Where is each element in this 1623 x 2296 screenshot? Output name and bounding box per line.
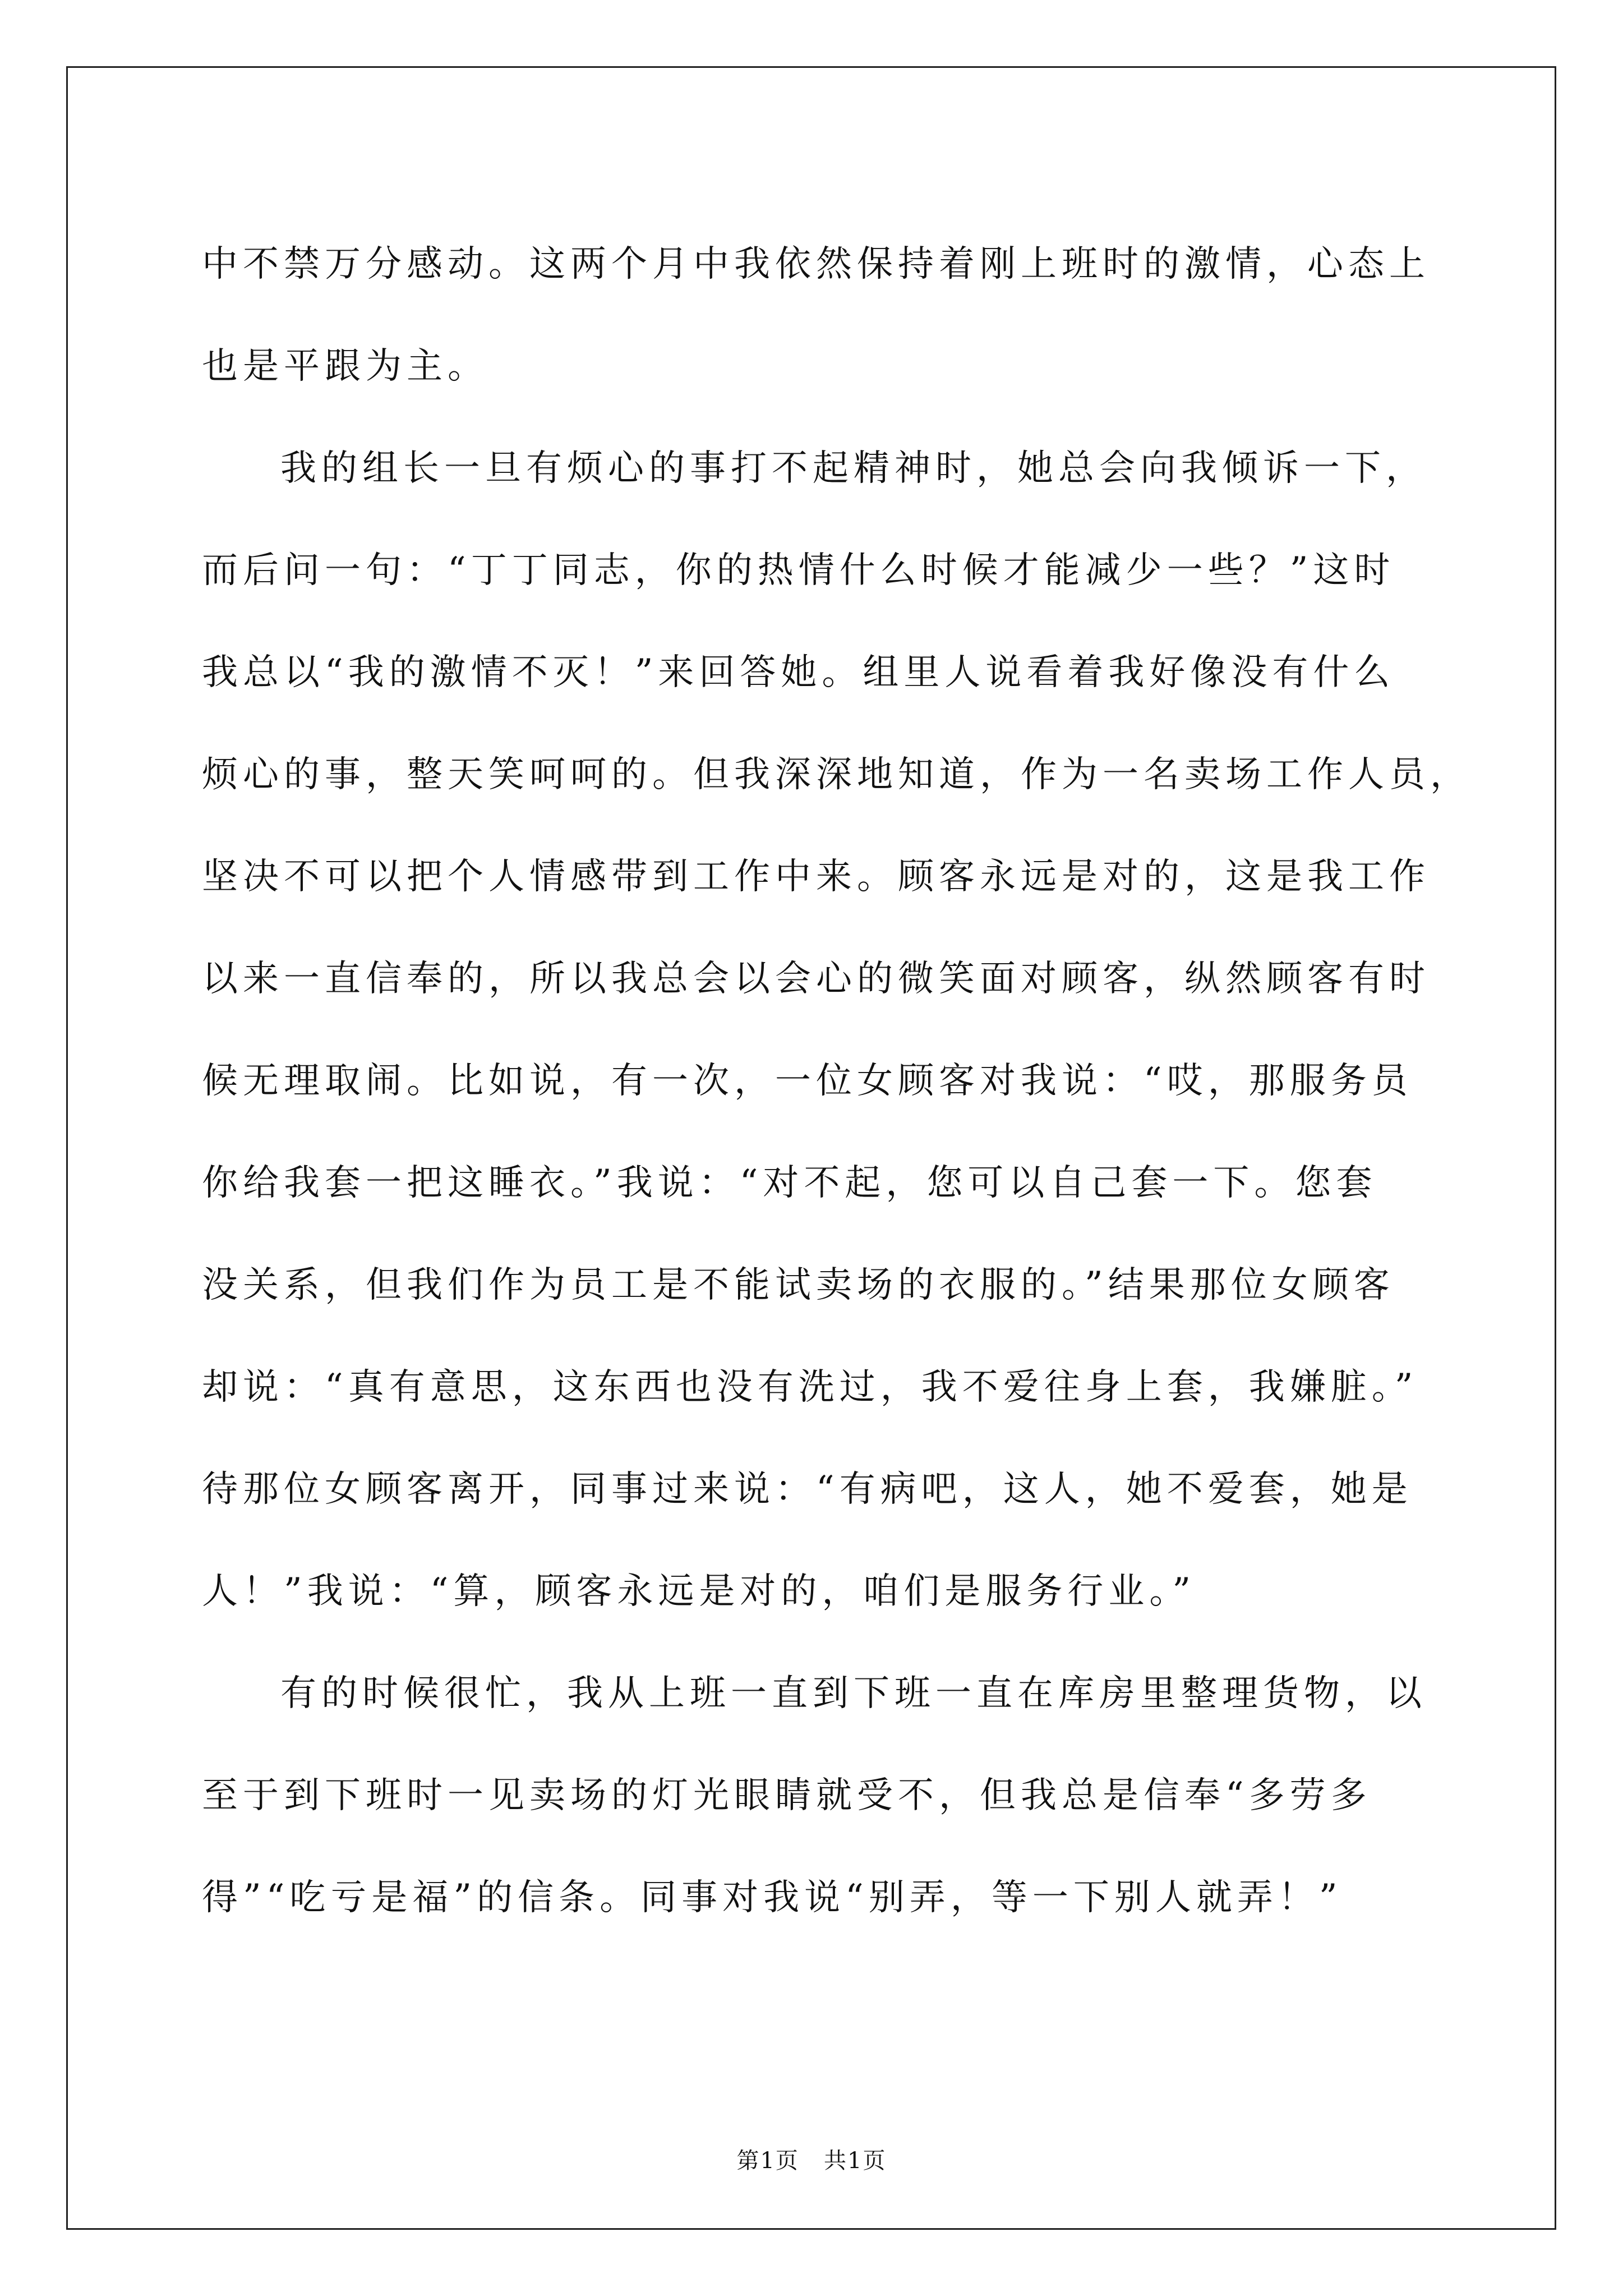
document-body	[202, 213, 1471, 1949]
text-line: 候无理取闹。比如说，有一次，一位女顾客对我说：“哎，那服务员	[202, 1060, 1413, 1102]
text-line: 也是平跟为主。	[202, 346, 488, 387]
text-line: 坚决不可以把个人情感带到工作中来。顾客永远是对的，这是我工作	[202, 856, 1430, 898]
text-line: 烦心的事，整天笑呵呵的。但我深深地知道，作为一名卖场工作人员，	[202, 754, 1471, 795]
text-line: 待那位女顾客离开，同事过来说：“有病吧，这人，她不爱套，她是	[202, 1469, 1413, 1510]
text-line: 以来一直信奉的，所以我总会以会心的微笑面对顾客，纵然顾客有时	[202, 958, 1430, 1000]
text-line: 没关系，但我们作为员工是不能试卖场的衣服的。”结果那位女顾客	[202, 1264, 1395, 1306]
text-line: 却说：“真有意思，这东西也没有洗过，我不爱往身上套，我嫌脏。”	[202, 1366, 1418, 1408]
paragraph-start-line: 有的时候很忙，我从上班一直到下班一直在库房里整理货物，以	[280, 1673, 1427, 1714]
text-line: 中不禁万分感动。这两个月中我依然保持着刚上班时的激情，心态上	[202, 243, 1430, 285]
text-line: 人！”我说：“算，顾客永远是对的，咱们是服务行业。”	[202, 1571, 1196, 1612]
page-number: 第1页 共1页	[736, 2148, 887, 2174]
text-line: 而后问一句：“丁丁同志，你的热情什么时候才能减少一些？”这时	[202, 550, 1395, 591]
text-line: 你给我套一把这睡衣。”我说：“对不起，您可以自己套一下。您套	[202, 1162, 1377, 1204]
paragraph-start-line: 我的组长一旦有烦心的事打不起精神时，她总会向我倾诉一下，	[280, 448, 1427, 489]
text-line: 得”“吃亏是福”的信条。同事对我说“别弄，等一下别人就弄！”	[202, 1877, 1343, 1918]
text-line: 至于到下班时一见卖场的灯光眼睛就受不，但我总是信奉“多劳多	[202, 1775, 1372, 1816]
page-footer	[0, 2143, 1623, 2175]
text-line: 我总以“我的激情不灭！”来回答她。组里人说看着我好像没有什么	[202, 652, 1395, 693]
